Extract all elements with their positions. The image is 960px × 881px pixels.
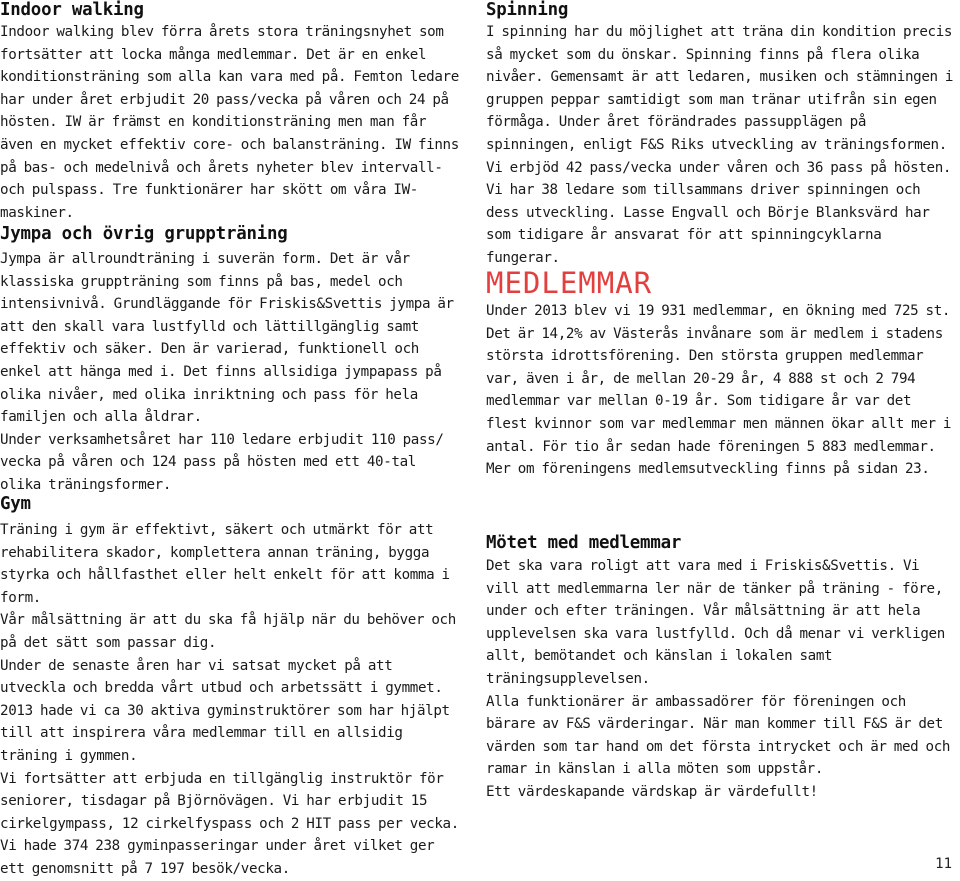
motet-section	[486, 533, 956, 804]
medlemmar-section	[486, 268, 956, 481]
medlemmar-heading: MEDLEMMAR	[486, 266, 653, 300]
page-number: 11	[935, 856, 952, 872]
spinning-paragraph-2: Vi erbjöd 42 pass/vecka under våren och 36 pass på hösten.	[486, 159, 952, 176]
jympa-section	[0, 224, 464, 497]
spinning-paragraph-1: I spinning har du möjlighet att träna din kondition precis så mycket som du önskar. Spinning finns på flera olika nivåer. Gemensamt är att ledaren, musiken och stämningen i gruppen peppar samtidigt som man tränar utifrån sin egen förmåga. Under året förändrades passupplägen på spinningen, enligt F&S Riks utveckling av träningsformen.	[486, 24, 954, 153]
spinning-section	[486, 0, 956, 270]
gym-section	[0, 494, 464, 881]
motet-heading: Mötet med medlemmar	[486, 533, 682, 553]
gym-paragraph-2: Vår målsättning är att du ska få hjälp när du behöver och på det sätt som passar dig.	[0, 612, 456, 651]
jympa-paragraph-2: Under verksamhetsåret har 110 ledare erbjudit 110 pass/ vecka på våren och 124 pass på hösten med ett 40-tal olika träningsformer.	[0, 431, 444, 493]
gym-paragraph-3: Under de senaste åren har vi satsat mycket på att utveckla och bredda vårt utbud och arbetssätt i gymmet. 2013 hade vi ca 30 aktiva gyminstruktörer som har hjälpt till att inspirera våra medlemmar till en allsidig träning i gymmen.	[0, 657, 450, 764]
motet-paragraph-2: Alla funktionärer är ambassadörer för föreningen och bärare av F&S värderingar. När man kommer till F&S är det värden som tar hand om det första intrycket och är med och ramar in känslan i alla möten som uppstår.	[486, 693, 951, 778]
indoor-walking-section	[0, 0, 464, 224]
motet-paragraph-3: Ett värdeskapande värdskap är värdefullt!	[486, 783, 818, 800]
medlemmar-paragraph: Under 2013 blev vi 19 931 medlemmar, en ökning med 725 st. Det är 14,2% av Västerås invånare som är medlem i stadens största idrottsförening. Den största gruppen medlemmar var, även i år, de mellan 20-29 år, 4 888 st och 2 794 medlemmar var mellan 0-19 år. Som tidigare år var det flest kvinnor som var medlemmar men männen ökar allt mer i antal. För tio år sedan hade föreningen 5 883 medlemmar. Mer om föreningens medlemsutveckling finns på sidan 23.	[486, 303, 952, 478]
jympa-paragraph-1: Jympa är allroundträning i suverän form. Det är vår klassiska gruppträning som finns på bas, medel och intensivnivå. Grundläggande för Friskis&Svettis jympa är att den skall vara lustfylld och lättillgänglig samt effektiv och säker. Den är varierad, funktionell och enkel att hänga med i. Det finns allsidiga jympapass på olika nivåer, med olika inriktning och pass för hela familjen och alla åldrar.	[0, 251, 454, 426]
spinning-heading: Spinning	[486, 0, 569, 20]
jympa-heading: Jympa och övrig gruppträning	[0, 224, 288, 244]
indoor-walking-heading: Indoor walking	[0, 0, 144, 20]
motet-paragraph-1: Det ska vara roligt att vara med i Friskis&Svettis. Vi vill att medlemmarna ler när de tänker på träning - före, under och efter träningen. Vår målsättning är att hela upplevelsen ska vara lustfylld. Och då menar vi verkligen allt, bemötandet och känslan i lokalen samt träningsupplevelsen.	[486, 558, 945, 687]
gym-paragraph-1: Träning i gym är effektivt, säkert och utmärkt för att rehabilitera skador, komplettera annan träning, bygga styrka och hållfasthet eller helt enkelt för att komma i form.	[0, 522, 450, 606]
gym-heading: Gym	[0, 494, 31, 514]
indoor-walking-paragraph: Indoor walking blev förra årets stora träningsnyhet som fortsätter att locka många medlemmar. Det är en enkel konditionsträning som alla kan vara med på. Femton ledare har under året erbjudit 20 pass/vecka på våren och 24 på hösten. IW är främst en konditionsträning men man får även en mycket effektiv core- och balansträning. IW finns på bas- och medelnivå och årets nyheter blev intervall- och pulspass. Tre funktionärer har skött om våra IW-maskiner.	[0, 24, 459, 221]
spinning-paragraph-3: Vi har 38 ledare som tillsammans driver spinningen och dess utveckling. Lasse Engvall och Börje Blanksvärd har som tidigare år ansvarat för att spinningcyklarna fungerar.	[486, 182, 930, 266]
gym-paragraph-4: Vi fortsätter att erbjuda en tillgänglig instruktör för seniorer, tisdagar på Björnövägen. Vi har erbjudit 15 cirkelgympass, 12 cirkelfyspass och 2 HIT pass per vecka. Vi hade 374 238 gyminpasseringar under året vilket ger ett genomsnitt på 7 197 besök/vecka.	[0, 770, 459, 877]
